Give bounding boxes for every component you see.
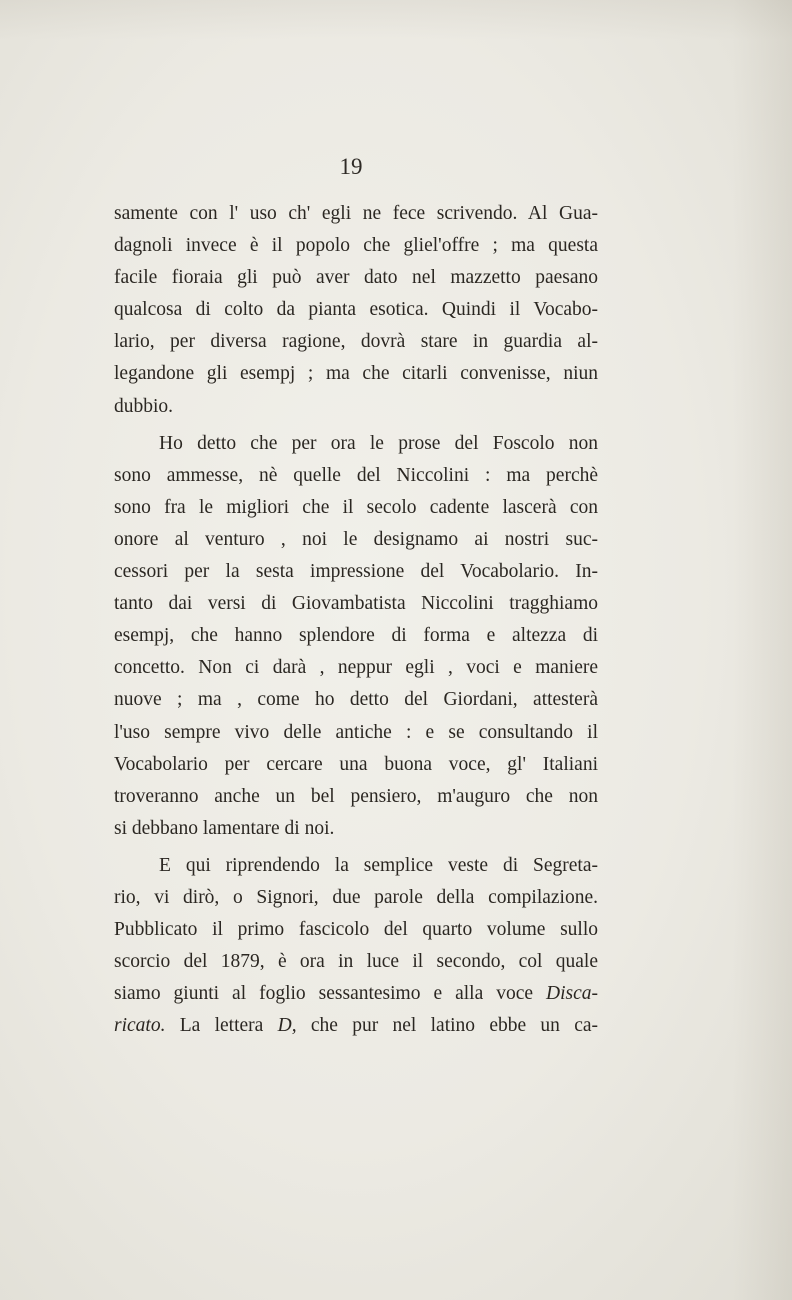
text-line: cessori per la sesta impressione del Vocabolario. In- [114, 561, 598, 583]
text-line: lario, per diversa ragione, dovrà stare in guardia al- [114, 331, 598, 353]
paragraph [114, 850, 598, 1043]
page-edge-shade [732, 0, 792, 1300]
text-line: ricato. La lettera D, che pur nel latino ebbe un ca- [114, 1015, 599, 1037]
italic-word: Disca- [546, 983, 598, 1005]
text-line: E qui riprendendo la semplice veste di Segreta- [159, 854, 598, 876]
text-line: onore al venturo , noi le designamo ai nostri suc- [114, 528, 598, 550]
italic-word: ricato. [114, 1015, 166, 1037]
text-line: esempj, che hanno splendore di forma e altezza di [114, 625, 598, 647]
paragraph [114, 198, 598, 423]
text-line: scorcio del 1879, è ora in luce il secondo, col quale [114, 951, 598, 973]
text-line: Pubblicato il primo fascicolo del quarto volume sullo [114, 919, 598, 941]
text-line: samente con l' uso ch' egli ne fece scrivendo. Al Gua- [114, 203, 598, 224]
page-number: 19 [339, 154, 363, 179]
paragraph [114, 428, 598, 845]
italic-letter: D, [277, 1015, 297, 1037]
text-line: tanto dai versi di Giovambatista Niccolini tragghiamo [114, 593, 598, 615]
text-line: facile fioraia gli può aver dato nel mazzetto paesano [114, 267, 598, 289]
text-line: concetto. Non ci darà , neppur egli , voci e maniere [114, 657, 598, 679]
text-line: dagnoli invece è il popolo che gliel'offre ; ma questa [114, 235, 598, 257]
text-line: qualcosa di colto da pianta esotica. Quindi il Vocabo- [114, 299, 598, 321]
text-line: Ho detto che per ora le prose del Foscolo non [159, 432, 598, 454]
text-line: nuove ; ma , come ho detto del Giordani, attesterà [114, 689, 598, 711]
body-text [114, 198, 598, 1042]
text-line: sono ammesse, nè quelle del Niccolini : ma perchè [114, 464, 598, 486]
text-line: siamo giunti al foglio sessantesimo e alla voce Disca- [114, 983, 598, 1005]
text-line: l'uso sempre vivo delle antiche : e se consultando il [114, 721, 598, 743]
text-line: rio, vi dirò, o Signori, due parole della compilazione. [114, 886, 598, 908]
page-top-shade [0, 0, 792, 40]
text-line: troveranno anche un bel pensiero, m'auguro che non [114, 785, 598, 807]
text-line: dubbio. [114, 395, 174, 417]
text-line: sono fra le migliori che il secolo cadente lascerà con [114, 496, 598, 518]
text-line: legandone gli esempj ; ma che citarli convenisse, niun [114, 363, 598, 385]
text-line: Vocabolario per cercare una buona voce, gl' Italiani [114, 753, 598, 775]
text-line: si debbano lamentare di noi. [114, 817, 335, 839]
